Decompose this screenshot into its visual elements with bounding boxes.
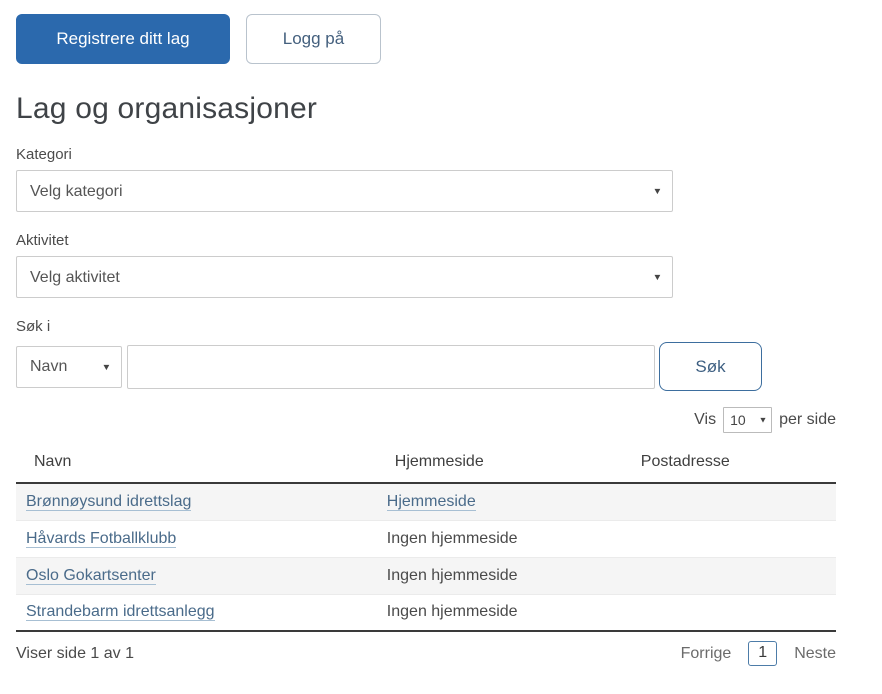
login-button[interactable]: Logg på <box>246 14 381 64</box>
table-footer <box>16 641 836 666</box>
search-field-select[interactable] <box>16 346 122 388</box>
page-size-row <box>16 407 836 433</box>
activity-select[interactable] <box>16 256 673 298</box>
org-postadresse <box>623 557 836 594</box>
page-size-prefix: Vis <box>694 411 717 428</box>
org-postadresse <box>623 594 836 631</box>
activity-label: Aktivitet <box>16 232 69 249</box>
org-homepage-link[interactable]: Hjemmeside <box>386 492 476 510</box>
org-postadresse <box>623 483 836 520</box>
activity-select-wrap <box>16 256 673 298</box>
next-page-link[interactable]: Neste <box>794 644 836 662</box>
column-header-hjemmeside: Hjemmeside <box>377 445 623 483</box>
org-name-link[interactable]: Strandebarm idrettsanlegg <box>26 603 215 621</box>
search-row <box>16 342 836 391</box>
activity-filter <box>16 232 673 298</box>
search-button[interactable]: Søk <box>659 342 762 391</box>
org-name-link[interactable]: Brønnøysund idrettslag <box>26 492 192 510</box>
current-page-button[interactable]: 1 <box>748 641 777 666</box>
previous-page-link[interactable]: Forrige <box>680 644 732 662</box>
search-field-select-wrap <box>16 346 122 388</box>
page-status: Viser side 1 av 1 <box>16 644 134 662</box>
page-title: Lag og organisasjoner <box>16 92 318 125</box>
search-section <box>16 318 836 391</box>
table-row <box>16 520 836 557</box>
top-button-row <box>16 14 836 64</box>
chevron-down-icon: ▼ <box>652 272 663 282</box>
column-header-navn: Navn <box>16 445 377 483</box>
pagination <box>681 641 836 666</box>
table-header-row <box>16 445 836 483</box>
search-in-label: Søk i <box>16 318 51 335</box>
table-row <box>16 594 836 631</box>
org-homepage-text: Ingen hjemmeside <box>386 603 518 621</box>
category-select-wrap <box>16 170 673 212</box>
org-name-link[interactable]: Oslo Gokartsenter <box>26 566 156 584</box>
category-filter <box>16 146 673 212</box>
table-row <box>16 557 836 594</box>
table-row <box>16 483 836 520</box>
org-postadresse <box>623 520 836 557</box>
organizations-table <box>16 445 836 632</box>
chevron-down-icon: ▼ <box>758 415 768 425</box>
category-select[interactable] <box>16 170 673 212</box>
org-name-link[interactable]: Håvards Fotballklubb <box>26 529 177 547</box>
column-header-postadresse: Postadresse <box>623 445 836 483</box>
chevron-down-icon: ▼ <box>652 186 663 196</box>
org-homepage-text: Ingen hjemmeside <box>386 566 518 584</box>
register-team-button[interactable]: Registrere ditt lag <box>16 14 230 64</box>
chevron-down-icon: ▼ <box>101 361 112 372</box>
category-label: Kategori <box>16 146 72 163</box>
page-size-select[interactable] <box>723 407 772 433</box>
page-size-suffix: per side <box>779 411 836 428</box>
page-size-select-wrap <box>723 407 772 433</box>
search-input[interactable] <box>127 345 655 389</box>
org-homepage-text: Ingen hjemmeside <box>386 529 518 547</box>
